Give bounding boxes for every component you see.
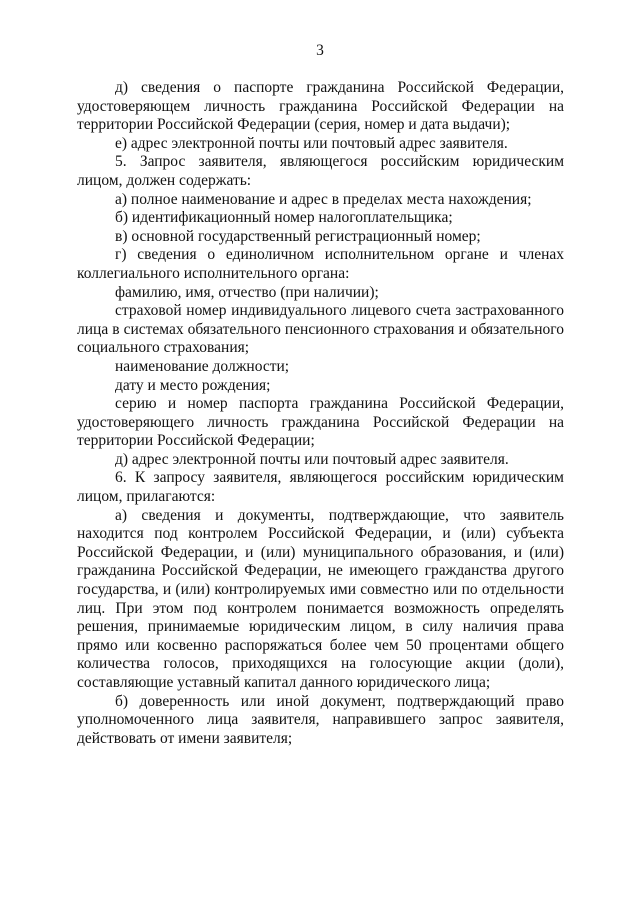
paragraph-power-of-attorney: б) доверенность или иной документ, подтверждающий право уполномоченного лица заявителя, направившего запрос заявителя, действовать от имени заявителя; <box>77 692 564 747</box>
paragraph-item-6: 6. К запросу заявителя, являющегося российским юридическим лицом, прилагаются: <box>77 469 564 506</box>
paragraph-insurance-number: страховой номер индивидуального лицевого счета застрахованного лица в системах обязательного пенсионного страхования и обязательного социального страхования; <box>77 302 564 357</box>
page-number: 3 <box>316 42 324 59</box>
paragraph-birth-date-place: дату и место рождения; <box>115 376 271 394</box>
paragraph-control-documents: а) сведения и документы, подтверждающие, что заявитель находится под контролем Российской Федерации, и (или) субъекта Российской Федерации, и (или) муниципального образования, и (или) гражданина Российской Федерации, не имеющего гражданства другого государства, и (или) контролируемых ими совместно или по отдельности лиц. При этом под контролем понимается возможность определять решения, принимаемые юридическим лицом, в силу наличия права прямо или косвенно распоряжаться более чем 50 процентами общего количества голосов, приходящихся на голосующие акции (доли), составляющие уставный капитал данного юридического лица; <box>77 506 564 691</box>
paragraph-executive-body: г) сведения о единоличном исполнительном органе и членах коллегиального исполнительного органа: <box>77 246 564 282</box>
paragraph-full-name-address: а) полное наименование и адрес в пределах места нахождения; <box>115 190 532 208</box>
paragraph-email-address: е) адрес электронной почты или почтовый адрес заявителя. <box>115 134 508 152</box>
paragraph-item-5: 5. Запрос заявителя, являющегося российским юридическим лицом, должен содержать: <box>77 153 564 189</box>
paragraph-registration-number: в) основной государственный регистрационный номер; <box>115 227 481 245</box>
paragraph-passport-details: д) сведения о паспорте гражданина Российской Федерации, удостоверяющем личность гражданина Российской Федерации на территории Российской Федерации (серия, номер и дата выдачи); <box>77 79 564 134</box>
paragraph-taxpayer-id: б) идентификационный номер налогоплательщика; <box>115 209 453 227</box>
paragraph-passport-series: серию и номер паспорта гражданина Российской Федерации, удостоверяющего личность гражданина Российской Федерации на территории Российской Федерации; <box>77 395 564 450</box>
paragraph-applicant-email: д) адрес электронной почты или почтовый адрес заявителя. <box>115 450 509 468</box>
paragraph-position: наименование должности; <box>115 357 290 375</box>
document-body <box>77 79 564 748</box>
paragraph-full-name: фамилию, имя, отчество (при наличии); <box>115 283 379 301</box>
